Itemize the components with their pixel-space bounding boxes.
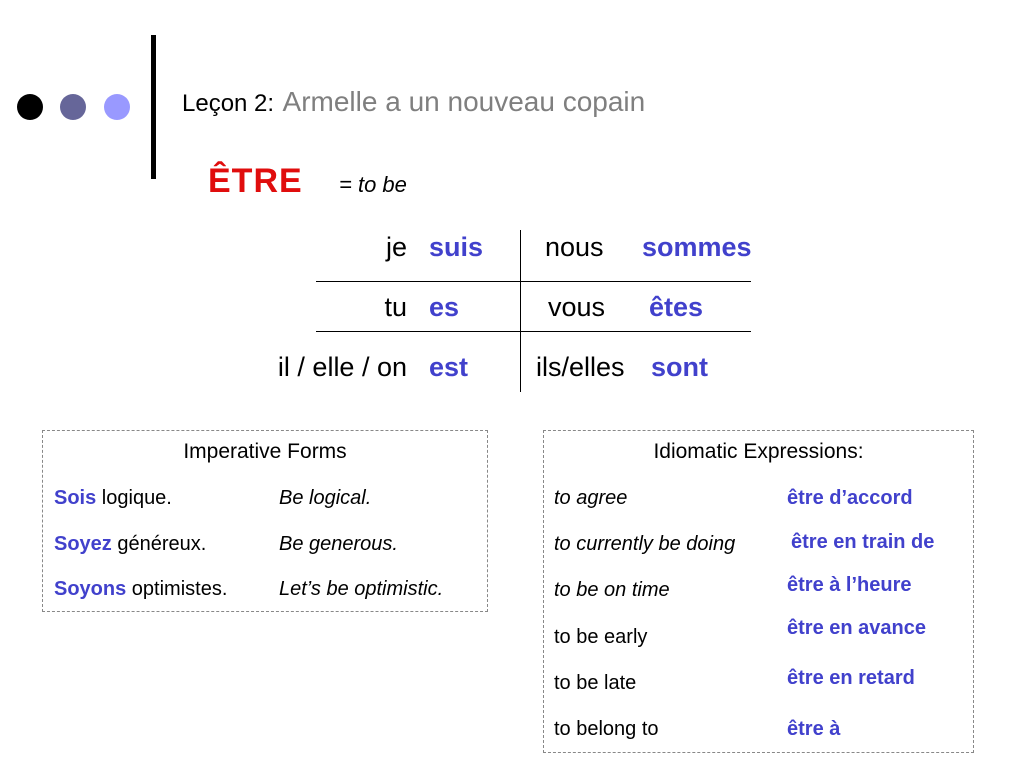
- imperative-title: Imperative Forms: [183, 440, 347, 463]
- imperative-french: [54, 487, 172, 510]
- imperative-verb: Soyez: [54, 533, 112, 555]
- title-divider: [151, 35, 156, 179]
- idiom-english: to currently be doing: [554, 533, 736, 555]
- lesson-title: Armelle a un nouveau copain: [282, 86, 646, 117]
- table-row-divider: [316, 331, 751, 332]
- imperative-box: [42, 430, 488, 612]
- pronoun-il-elle-on: il / elle / on: [277, 352, 407, 382]
- table-row-divider: [316, 281, 751, 282]
- form-suis: suis: [429, 232, 484, 262]
- idiom-french: être à: [787, 718, 841, 740]
- idiom-french: être à l’heure: [787, 574, 912, 596]
- verb-meaning: = to be: [339, 172, 407, 197]
- idioms-title: Idiomatic Expressions:: [653, 440, 864, 463]
- imperative-verb: Sois: [54, 487, 97, 509]
- pronoun-vous: vous: [548, 292, 606, 322]
- idiom-english: to be on time: [554, 579, 670, 601]
- imperative-complement: généreux.: [111, 533, 207, 555]
- idiom-french: être en avance: [787, 617, 926, 639]
- idiom-english: to belong to: [554, 718, 659, 740]
- slide-title: [182, 86, 645, 118]
- form-sommes: sommes: [642, 232, 752, 262]
- idiom-english: to agree: [554, 487, 628, 509]
- pronoun-tu: tu: [384, 292, 407, 322]
- bullet-dot-slate: [60, 94, 86, 120]
- pronoun-je: je: [385, 232, 407, 262]
- form-est: est: [429, 352, 469, 382]
- imperative-english: Be logical.: [279, 487, 372, 509]
- imperative-french: [54, 578, 227, 601]
- imperative-verb: Soyons: [54, 578, 127, 600]
- idiom-english: to be late: [554, 672, 637, 694]
- verb-infinitive: ÊTRE: [208, 162, 303, 200]
- pronoun-nous: nous: [545, 232, 604, 262]
- bullet-dot-black: [17, 94, 43, 120]
- idiom-english: to be early: [554, 626, 648, 648]
- imperative-complement: optimistes.: [126, 578, 228, 600]
- pronoun-ils-elles: ils/elles: [536, 352, 625, 382]
- form-es: es: [429, 292, 460, 322]
- idiom-french: être en retard: [787, 667, 915, 689]
- imperative-french: [54, 533, 206, 556]
- idiom-french: être en train de: [791, 531, 935, 553]
- table-column-divider: [520, 230, 521, 392]
- form-etes: êtes: [649, 292, 704, 322]
- bullet-dot-lavender: [104, 94, 130, 120]
- idiom-french: être d’accord: [787, 487, 913, 509]
- imperative-english: Let’s be optimistic.: [279, 578, 444, 600]
- idioms-box: [543, 430, 974, 753]
- imperative-complement: logique.: [96, 487, 172, 509]
- form-sont: sont: [651, 352, 708, 382]
- lesson-label: Leçon 2:: [182, 90, 275, 117]
- imperative-english: Be generous.: [279, 533, 398, 555]
